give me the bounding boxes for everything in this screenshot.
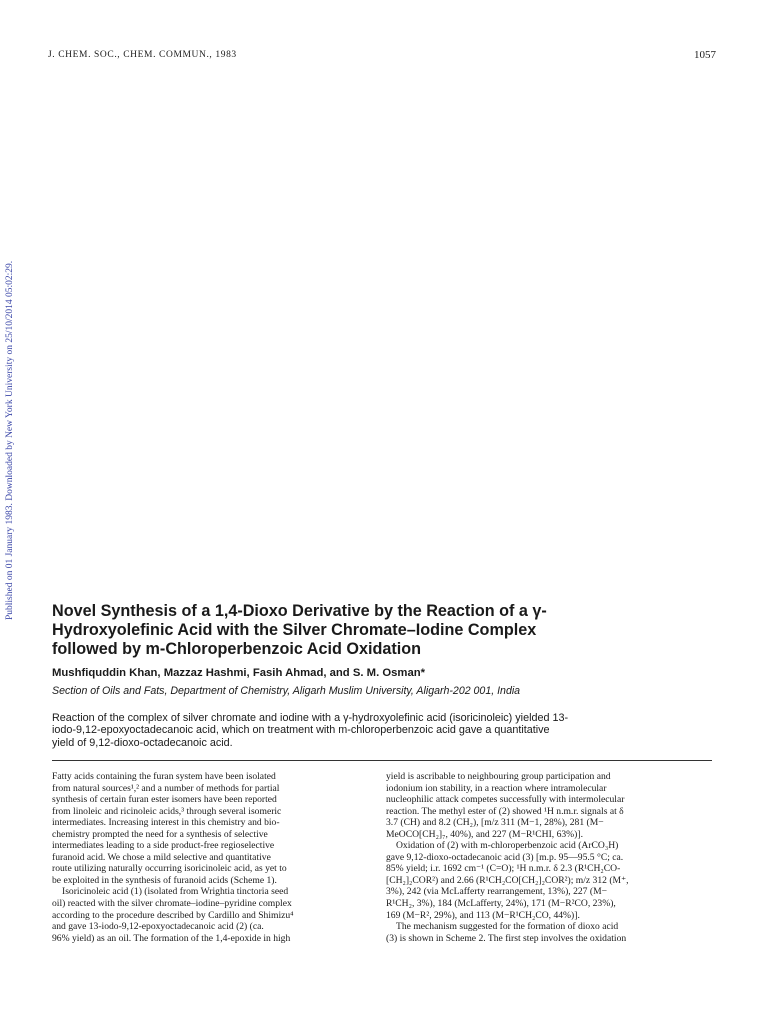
body-line: 85% yield; i.r. 1692 cm⁻¹ (C=O); ¹H n.m.r. δ 2.3 (R¹CH₂CO- <box>386 863 621 875</box>
abstract-line: Reaction of the complex of silver chromate and iodine with a γ-hydroxyolefinic acid (isoricinoleic) yielded 13- <box>52 712 569 724</box>
body-column-right <box>386 771 716 944</box>
author-list: Mushfiquddin Khan, Mazzaz Hashmi, Fasih Ahmad, and S. M. Osman* <box>52 667 426 679</box>
body-line: iodonium ion stability, in a reaction where intramolecular <box>386 782 607 794</box>
body-line: intermediates leading to a side product-free regioselective <box>52 840 275 852</box>
body-line: Fatty acids containing the furan system have been isolated <box>52 771 276 782</box>
body-line: gave 9,12-dioxo-octadecanoic acid (3) [m.p. 95—95.5 °C; ca. <box>386 851 624 863</box>
body-line: and gave 13-iodo-9,12-epoxyoctadecanoic acid (2) (ca. <box>52 921 264 933</box>
body-line: 169 (M−R², 29%), and 113 (M−R¹CH₂CO, 44%)]. <box>386 909 580 921</box>
body-line: MeOCO[CH₂]₇, 40%), and 227 (M−R¹CHI, 63%)]. <box>386 828 583 840</box>
body-line: according to the procedure described by Cardillo and Shimizu⁴ <box>52 909 294 921</box>
article-title <box>52 602 672 659</box>
body-line: route utilizing naturally occurring isoricinoleic acid, as yet to <box>52 863 287 875</box>
title-line: followed by m-Chloroperbenzoic Acid Oxidation <box>52 640 422 658</box>
body-line: (3) is shown in Scheme 2. The first step involves the oxidation <box>386 932 627 944</box>
body-line: nucleophilic attack competes successfully with intermolecular <box>386 794 625 806</box>
body-line: from natural sources¹,² and a number of methods for partial <box>52 782 280 794</box>
abstract <box>52 712 722 749</box>
body-line: intermediates. Increasing interest in this chemistry and bio- <box>52 817 280 829</box>
body-line: [CH₂]₂COR²) and 2.66 (R¹CH₂CO[CH₂]₂COR²); m/z 312 (M⁺, <box>386 874 629 886</box>
abstract-line: iodo-9,12-epoxyoctadecanoic acid, which on treatment with m-chloroperbenzoic acid gave a quantitative <box>52 724 550 737</box>
body-line: 3%), 242 (via McLafferty rearrangement, 13%), 227 (M− <box>386 886 608 898</box>
affiliation: Section of Oils and Fats, Department of Chemistry, Aligarh Muslim University, Aligarh-202 001, India <box>52 685 521 697</box>
page-number: 1057 <box>694 49 716 61</box>
download-watermark: Published on 01 January 1983. Downloaded by New York University on 25/10/2014 05:02:29. <box>5 260 15 620</box>
body-line: furanoid acid. We chose a mild selective and quantitative <box>52 851 271 863</box>
body-line: yield is ascribable to neighbouring group participation and <box>386 771 611 782</box>
body-line: The mechanism suggested for the formation of dioxo acid <box>396 921 619 933</box>
body-line: Oxidation of (2) with m-chloroperbenzoic acid (ArCO₃H) <box>396 840 619 852</box>
title-line: Hydroxyolefinic Acid with the Silver Chromate–Iodine Complex <box>52 621 537 639</box>
section-divider <box>52 760 712 761</box>
body-line: from linoleic and ricinoleic acids,³ through several isomeric <box>52 805 282 817</box>
body-line: 96% yield) as an oil. The formation of the 1,4-epoxide in high <box>52 932 291 944</box>
body-line: oil) reacted with the silver chromate–iodine–pyridine complex <box>52 898 292 910</box>
body-line: R¹CH₂, 3%), 184 (McLafferty, 24%), 171 (M−R²CO, 23%), <box>386 898 616 910</box>
title-line: Novel Synthesis of a 1,4-Dioxo Derivative by the Reaction of a γ- <box>52 602 547 620</box>
body-line: 3.7 (CH) and 8.2 (CH₂), [m/z 311 (M−1, 28%), 281 (M− <box>386 817 604 829</box>
body-line: chemistry prompted the need for a synthesis of selective <box>52 828 268 840</box>
body-line: reaction. The methyl ester of (2) showed ¹H n.m.r. signals at δ <box>386 805 624 817</box>
running-head: J. CHEM. SOC., CHEM. COMMUN., 1983 <box>48 50 237 60</box>
body-line: be exploited in the synthesis of furanoid acids (Scheme 1). <box>52 874 277 886</box>
body-line: Isoricinoleic acid (1) (isolated from Wrightia tinctoria seed <box>62 886 289 898</box>
abstract-line: yield of 9,12-dioxo-octadecanoic acid. <box>52 736 233 749</box>
body-line: synthesis of certain furan ester isomers have been reported <box>52 794 277 806</box>
body-column-left <box>52 771 380 944</box>
